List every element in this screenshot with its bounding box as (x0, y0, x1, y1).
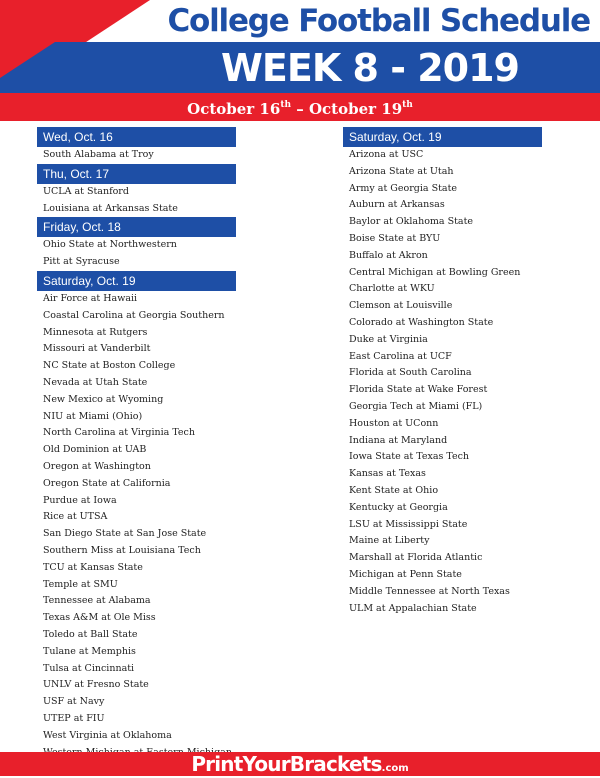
game-row: San Diego State at San Jose State (37, 526, 236, 543)
day-header: Saturday, Oct. 19 (343, 127, 542, 147)
game-row: Duke at Virginia (343, 332, 542, 349)
game-row: Auburn at Arkansas (343, 197, 542, 214)
game-row: Marshall at Florida Atlantic (343, 550, 542, 567)
game-row: Indiana at Maryland (343, 433, 542, 450)
game-row: Tennessee at Alabama (37, 593, 236, 610)
page-title: College Football Schedule (167, 3, 590, 39)
day-header: Saturday, Oct. 19 (37, 271, 236, 291)
game-row: Central Michigan at Bowling Green (343, 265, 542, 282)
game-row: Houston at UConn (343, 416, 542, 433)
game-row: Michigan at Penn State (343, 567, 542, 584)
game-row: Kent State at Ohio (343, 483, 542, 500)
game-row: Nevada at Utah State (37, 375, 236, 392)
game-row: Arizona at USC (343, 147, 542, 164)
game-row: Clemson at Louisville (343, 298, 542, 315)
game-row: Louisiana at Arkansas State (37, 201, 236, 218)
game-row: Charlotte at WKU (343, 281, 542, 298)
game-row: Maine at Liberty (343, 533, 542, 550)
game-row: Tulsa at Cincinnati (37, 661, 236, 678)
game-row: Oregon State at California (37, 476, 236, 493)
game-row: Florida State at Wake Forest (343, 382, 542, 399)
date-range (0, 95, 600, 117)
game-row: UCLA at Stanford (37, 184, 236, 201)
game-row: North Carolina at Virginia Tech (37, 425, 236, 442)
game-row: Southern Miss at Louisiana Tech (37, 543, 236, 560)
day-header: Thu, Oct. 17 (37, 164, 236, 184)
game-row: UTEP at FIU (37, 711, 236, 728)
game-row: Kentucky at Georgia (343, 500, 542, 517)
header-banner (0, 0, 600, 122)
game-row: Iowa State at Texas Tech (343, 449, 542, 466)
game-row: Minnesota at Rutgers (37, 325, 236, 342)
footer-bar (0, 752, 600, 776)
brand-suffix: .com (381, 763, 409, 774)
game-row: Kansas at Texas (343, 466, 542, 483)
game-row: Florida at South Carolina (343, 365, 542, 382)
game-row: Buffalo at Akron (343, 248, 542, 265)
game-row: Army at Georgia State (343, 181, 542, 198)
game-row: LSU at Mississippi State (343, 517, 542, 534)
game-row: Colorado at Washington State (343, 315, 542, 332)
game-row: Coastal Carolina at Georgia Southern (37, 308, 236, 325)
left-schedule-column (37, 127, 236, 778)
game-row: Baylor at Oklahoma State (343, 214, 542, 231)
day-header: Friday, Oct. 18 (37, 217, 236, 237)
game-row: ULM at Appalachian State (343, 601, 542, 618)
game-row: Texas A&M at Ole Miss (37, 610, 236, 627)
game-row: Pitt at Syracuse (37, 254, 236, 271)
game-row: Toledo at Ball State (37, 627, 236, 644)
game-row: West Virginia at Oklahoma (37, 728, 236, 745)
game-row: Air Force at Hawaii (37, 291, 236, 308)
game-row: Rice at UTSA (37, 509, 236, 526)
game-row: USF at Navy (37, 694, 236, 711)
date-start-suffix: th (280, 100, 292, 110)
week-label: WEEK 8 - 2019 (221, 46, 519, 90)
date-end-suffix: th (402, 100, 413, 110)
right-schedule-column (343, 127, 542, 617)
game-row: Middle Tennessee at North Texas (343, 584, 542, 601)
game-row: East Carolina at UCF (343, 349, 542, 366)
game-row: New Mexico at Wyoming (37, 392, 236, 409)
date-separator: – (291, 100, 309, 118)
game-row: South Alabama at Troy (37, 147, 236, 164)
game-row: Oregon at Washington (37, 459, 236, 476)
game-row: Arizona State at Utah (343, 164, 542, 181)
game-row: Boise State at BYU (343, 231, 542, 248)
game-row: Old Dominion at UAB (37, 442, 236, 459)
game-row: Ohio State at Northwestern (37, 237, 236, 254)
game-row: NIU at Miami (Ohio) (37, 409, 236, 426)
brand-logo-text: PrintYourBrackets (191, 752, 382, 776)
date-start: October 16 (187, 100, 281, 118)
day-header: Wed, Oct. 16 (37, 127, 236, 147)
game-row: Georgia Tech at Miami (FL) (343, 399, 542, 416)
game-row: UNLV at Fresno State (37, 677, 236, 694)
game-row: Missouri at Vanderbilt (37, 341, 236, 358)
game-row: Purdue at Iowa (37, 493, 236, 510)
game-row: Tulane at Memphis (37, 644, 236, 661)
date-end: October 19 (308, 100, 403, 118)
game-row: TCU at Kansas State (37, 560, 236, 577)
game-row: NC State at Boston College (37, 358, 236, 375)
game-row: Temple at SMU (37, 577, 236, 594)
